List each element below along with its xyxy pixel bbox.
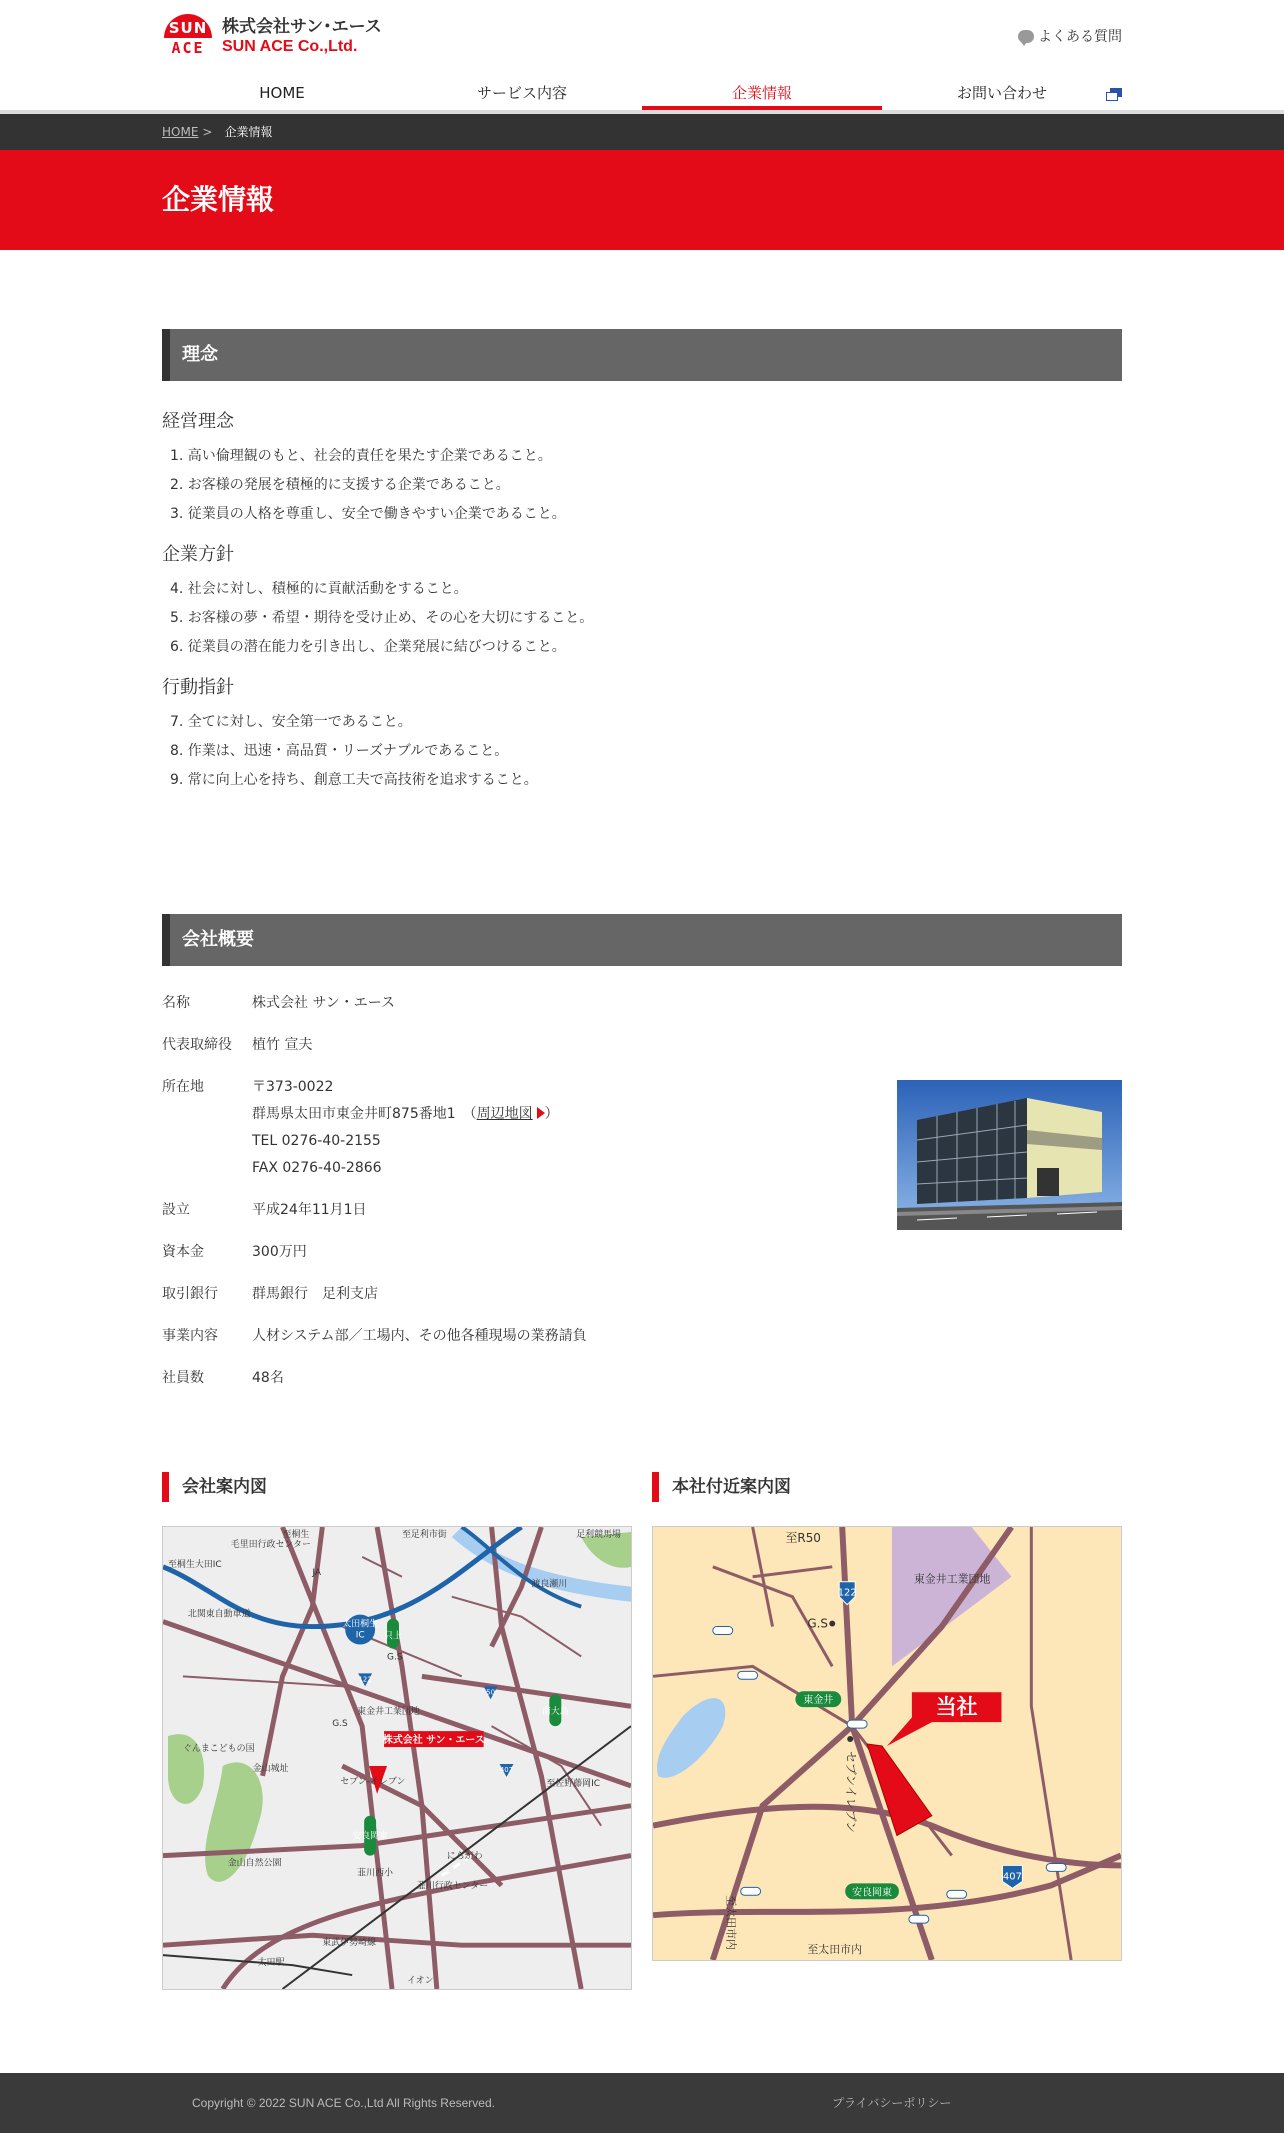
- svg-text:G.S: G.S: [332, 1719, 348, 1730]
- logo-company-en: SUN ACE Co.,Ltd.: [222, 38, 358, 55]
- svg-text:足利競馬場: 足利競馬場: [576, 1529, 621, 1540]
- svg-text:只上: 只上: [384, 1631, 402, 1642]
- fax: FAX 0276-40-2866: [252, 1160, 382, 1176]
- list-item: 8. 作業は、迅速・高品質・リーズナブルであること。: [170, 743, 509, 759]
- row-value: 300万円: [252, 1244, 307, 1260]
- group-list: [162, 442, 1122, 529]
- nearby-area-map[interactable]: [652, 1526, 1122, 1961]
- svg-text:G.S: G.S: [387, 1652, 403, 1663]
- svg-text:セブンイレブン: セブンイレブン: [844, 1750, 859, 1833]
- row-label: 取引銀行: [162, 1286, 218, 1302]
- svg-text:至桐生大田IC: 至桐生大田IC: [167, 1559, 222, 1570]
- group-list: [162, 575, 1122, 662]
- breadcrumb-bar: [0, 114, 1284, 150]
- postal-code: 〒373-0022: [252, 1079, 334, 1095]
- svg-text:北関東自動車道: 北関東自動車道: [187, 1609, 251, 1620]
- global-nav: [162, 80, 1122, 112]
- philosophy-heading: 理念: [162, 329, 1122, 381]
- copyright: Copyright © 2022 SUN ACE Co.,Ltd All Rights Reserved.: [192, 2096, 495, 2110]
- logo-sun: SUN: [164, 14, 212, 38]
- list-item: 6. 従業員の潜在能力を引き出し、企業発展に結びつけること。: [170, 639, 566, 655]
- svg-text:毛里田行政センター: 毛里田行政センター: [230, 1539, 311, 1550]
- row-value: 群馬銀行 足利支店: [252, 1286, 378, 1302]
- breadcrumb: [162, 114, 1122, 150]
- nav-contact[interactable]: お問い合わせ: [956, 84, 1047, 102]
- group-list: [162, 708, 1122, 795]
- svg-text:至太田市内: 至太田市内: [724, 1895, 738, 1950]
- company-marker-label: 株式会社 サン・エース: [382, 1735, 485, 1747]
- svg-text:イオン: イオン: [406, 1976, 434, 1987]
- breadcrumb-separator: >: [202, 125, 213, 139]
- tel: TEL 0276-40-2155: [252, 1133, 381, 1149]
- page-title-bar: [0, 150, 1284, 250]
- row-label: 代表取締役: [162, 1037, 232, 1053]
- row-value: 植竹 宣夫: [252, 1037, 313, 1053]
- svg-text:金山城址: 金山城址: [252, 1763, 289, 1774]
- profile-heading: 会社概要: [162, 914, 1122, 966]
- external-window-icon: [1106, 88, 1122, 101]
- profile-row-employees: [162, 1365, 1122, 1392]
- site-logo[interactable]: [162, 14, 382, 60]
- nav-home[interactable]: HOME: [259, 84, 305, 102]
- nearby-map-heading: 本社付近案内図: [652, 1472, 791, 1502]
- row-value: 48名: [252, 1370, 284, 1386]
- svg-text:東金井工業団地: 東金井工業団地: [913, 1572, 991, 1586]
- profile-row-business: [162, 1323, 1122, 1350]
- svg-text:G.S: G.S: [807, 1616, 828, 1631]
- site-footer: [0, 2073, 1284, 2133]
- arrow-right-icon: [537, 1107, 545, 1119]
- list-item: 5. お客様の夢・希望・期待を受け止め、その心を大切にすること。: [170, 610, 594, 626]
- svg-text:安良岡東: 安良岡東: [852, 1887, 892, 1899]
- profile-row-capital: [162, 1239, 1122, 1266]
- svg-text:南大島: 南大島: [541, 1707, 569, 1718]
- site-header: [162, 0, 1122, 112]
- address-text: 群馬県太田市東金井町875番地1: [252, 1106, 456, 1122]
- breadcrumb-home[interactable]: HOME: [162, 125, 199, 139]
- svg-text:407: 407: [1002, 1871, 1022, 1883]
- svg-text:至足利市街: 至足利市街: [401, 1529, 447, 1540]
- svg-text:安良岡東: 安良岡東: [352, 1831, 389, 1842]
- svg-text:太田駅: 太田駅: [257, 1958, 285, 1969]
- svg-text:至R50: 至R50: [785, 1530, 821, 1545]
- svg-text:50: 50: [486, 1688, 496, 1697]
- row-value: 平成24年11月1日: [252, 1202, 367, 1218]
- list-item: 9. 常に向上心を持ち、創意工夫で高技術を追求すること。: [170, 772, 538, 788]
- svg-text:韮川行政センター: 韮川行政センター: [416, 1881, 489, 1892]
- row-label: 社員数: [162, 1370, 204, 1386]
- svg-text:東金井: 東金井: [803, 1695, 834, 1707]
- svg-text:122: 122: [358, 1675, 372, 1684]
- group-title: 行動指針: [162, 677, 234, 698]
- row-label: 名称: [162, 995, 190, 1011]
- svg-text:IC: IC: [355, 1630, 365, 1641]
- logo-text: [222, 17, 382, 57]
- speech-bubble-icon: [1018, 30, 1034, 43]
- svg-text:にらがわ: にらがわ: [446, 1851, 483, 1862]
- svg-text:渡良瀬川: 渡良瀬川: [531, 1579, 568, 1590]
- list-item: 3. 従業員の人格を尊重し、安全で働きやすい企業であること。: [170, 506, 566, 522]
- faq-label: よくある質問: [1038, 29, 1122, 45]
- map-link-open: （: [469, 1106, 477, 1122]
- row-value: 人材システム部／工場内、その他各種現場の業務請負: [252, 1328, 587, 1344]
- breadcrumb-current: 企業情報: [224, 125, 273, 139]
- logo-ace: ACE: [171, 39, 205, 57]
- row-label: 資本金: [162, 1244, 204, 1260]
- philosophy-section: [162, 410, 1122, 809]
- group-title: 経営理念: [162, 411, 234, 432]
- list-item: 2. お客様の発展を積極的に支援する企業であること。: [170, 477, 510, 493]
- page-title: 企業情報: [162, 183, 275, 216]
- company-marker-label: 当社: [935, 1695, 978, 1720]
- logo-mark: [162, 14, 214, 60]
- faq-link[interactable]: [1018, 26, 1122, 46]
- company-map-heading: 会社案内図: [162, 1472, 267, 1502]
- list-item: 4. 社会に対し、積極的に貢献活動をすること。: [170, 581, 468, 597]
- profile-row-name: [162, 990, 1122, 1017]
- svg-text:至太田市内: 至太田市内: [807, 1943, 863, 1957]
- svg-text:東金井工業団地: 東金井工業団地: [357, 1707, 420, 1718]
- svg-text:韮川西小: 韮川西小: [357, 1868, 393, 1879]
- nav-company[interactable]: 企業情報: [642, 80, 882, 112]
- svg-text:至佐野藤岡IC: 至佐野藤岡IC: [546, 1778, 601, 1789]
- profile-row-ceo: [162, 1032, 1122, 1059]
- row-label: 所在地: [162, 1079, 204, 1095]
- svg-text:JA: JA: [312, 1567, 321, 1578]
- logo-company-jp: 株式会社サン･エース: [222, 17, 382, 37]
- svg-text:ぐんまこどもの国: ぐんまこどもの国: [182, 1744, 255, 1755]
- company-building-photo: [897, 1080, 1122, 1230]
- svg-text:金山自然公園: 金山自然公園: [227, 1858, 282, 1869]
- svg-text:407: 407: [499, 1765, 514, 1774]
- group-title: 企業方針: [162, 544, 234, 565]
- list-item: 7. 全てに対し、安全第一であること。: [170, 714, 412, 730]
- svg-text:セブン-イレブン: セブン-イレブン: [340, 1776, 406, 1787]
- privacy-policy-link[interactable]: プライバシーポリシー: [832, 2096, 952, 2110]
- company-area-map[interactable]: [162, 1526, 632, 1990]
- map-link-close: ）: [544, 1106, 559, 1122]
- svg-text:122: 122: [837, 1587, 857, 1599]
- map-label: 太田桐生: [342, 1619, 379, 1630]
- nearby-map-link[interactable]: 周辺地図: [476, 1106, 533, 1122]
- row-label: 設立: [162, 1202, 190, 1218]
- list-item: 1. 高い倫理観のもと、社会的責任を果たす企業であること。: [170, 448, 552, 464]
- row-value: 株式会社 サン・エース: [252, 995, 396, 1011]
- svg-text:東武伊勢崎線: 東武伊勢崎線: [322, 1938, 377, 1949]
- svg-text:至桐生: 至桐生: [282, 1529, 310, 1540]
- profile-row-bank: [162, 1281, 1122, 1308]
- nav-services[interactable]: サービス内容: [476, 84, 567, 102]
- row-label: 事業内容: [162, 1328, 218, 1344]
